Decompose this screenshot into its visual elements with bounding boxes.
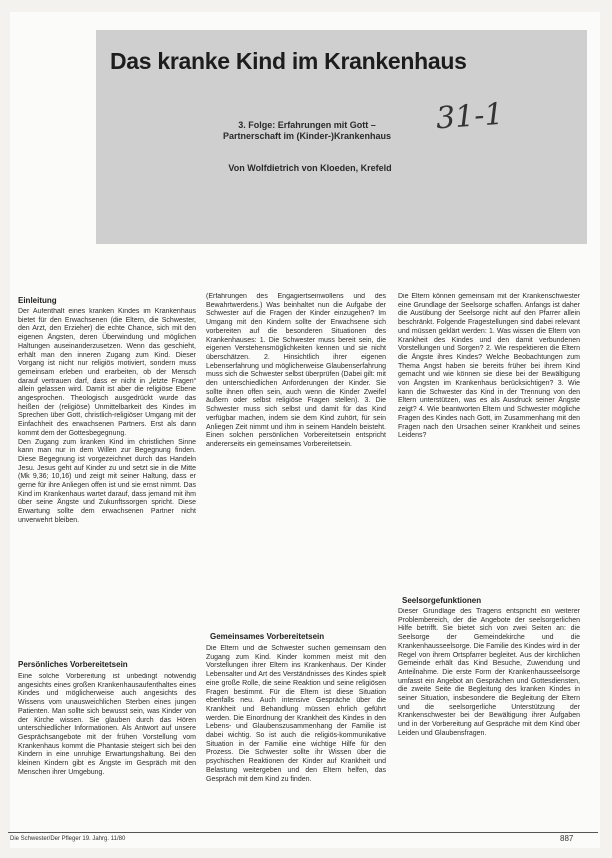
- column-2-top-text: [206, 293, 386, 598]
- paragraph: Eine solche Vorbereitung ist unbedingt notwendig angesichts eines großen Krankenhausaufenthaltes eines Kindes und möglicherweise auch angesichts des Wissens vom unausweichlichen Sterben eines jungen Patienten. Man sollte sich bewusst sein, was Kinder von der Kirche wissen. Sie glauben durch das Hören unterschiedlicher Informationen. Als Antwort auf unsere Gesprächsangebote mit der frühen Vorstellung vom Krankenhaus kommt die Phantasie steigert sich bei den Kindern in eine unruhige Erwartungshaltung. Bei den kleinen Kindern gibt es Ängste im Gespräch mit den Menschen ihrer Umgebung.: [18, 673, 196, 776]
- paragraph: Den Zugang zum kranken Kind im christlichen Sinne kann man nur in dem Willen zur Begegnung finden. Diese Begegnung ist vorgezeichnet durch das Handeln Jesu. Jesus geht auf Kinder zu und setzt sie in die Mitte (Mk 9,36; 10,16) und zeigt mit seiner Haltung, dass er gerne für ihre Anliegen offen ist und sie ernst nimmt. Das Kind im Krankenhaus wartet darauf, dass jemand mit ihm über seine Ängste und Zukunftssorgen spricht. Diese Erwartung sollte dem erwachsenen Partner nicht unverwehrt bleiben.: [18, 438, 196, 524]
- column-2-bottom-text: [206, 645, 386, 835]
- section-heading-gemeinsames: Gemeinsames Vorbereitetsein: [210, 632, 325, 641]
- column-1-top-text: [18, 308, 196, 640]
- article-author: Von Wolfdietrich von Kloeden, Krefeld: [228, 163, 392, 173]
- paragraph: Die Eltern und die Schwester suchen gemeinsam den Zugang zum Kind. Kinder kommen meist mit den Vorstellungen ihrer Eltern ins Krankenhaus. Der Kinder Lebensalter und Art des Verständnisses des Kindes spielt eine große Rolle, die seine Reaktion und seine religiösen Fragen bestimmt. Für die Eltern ist diese Situation ebenfalls neu. Auch intensive Gespräche über die Krankheit und Behandlung müssen ehrlich geführt werden. Die Einordnung der Krankheit des Kindes in den Lebens- und Glaubenszusammenhang der Familie ist dabei wichtig. So ist auch die religiös-kommunikative Situation in der Familie eine wichtige Hilfe für den Prozess. Die Schwester sollte ihr Wissen über die psychischen Reaktionen der Kinder auf Krankheit und Belastung weitergeben und den Eltern helfen, das Gespräch mit dem Kind zu finden.: [206, 645, 386, 783]
- column-1-bottom-text: [18, 673, 196, 831]
- footer-rule: [8, 832, 598, 833]
- article-title: Das kranke Kind im Krankenhaus: [110, 48, 467, 74]
- section-heading-einleitung: Einleitung: [18, 296, 57, 305]
- paragraph: (Erfahrungen des Engagiertseinwollens und des Bewahrtwerdens.) Was beinhaltet nun die Aufgabe der Schwester auf die Fragen der Kinder einzugehen? Im Umgang mit den Kindern sollte der Erwachsene sich vorbereiten auf die besonderen Situationen des Krankenhauses: 1. Die Schwester muss bereit sein, die eigenen Verstehensmöglichkeiten kennen und sie nicht überschätzen. 2. Hinsichtlich ihrer eigenen Lebenserfahrung und möglicherweise Glaubenserfahrung muss sich die Schwester selbst überprüfen (Dabei gilt: mit den unterschiedlichen Anforderungen der Kinder. Sie sollte ihnen offen sein, auch wenn die Kinder Zweifel äußern oder selbst religiöse Fragen stellen). 3. Die Schwester muss sich selbst und damit für das Kind verfügbar machen, indem sie dem Kind zuhört, für sein Anliegen Zeit nimmt und ihm in seinem Handeln beisteht. Einen solchen persönlichen Vorbereitetsein entspricht andererseits ein gemeinsames Vorbereitetsein.: [206, 293, 386, 448]
- column-3-top-text: [398, 293, 580, 569]
- column-3-bottom-text: [398, 608, 580, 833]
- paragraph: Der Aufenthalt eines kranken Kindes im Krankenhaus bietet für den Erwachsenen (die Eltern, die Schwester, den Arzt, den Erzieher) die echte Chance, sich mit den eigenen Ängsten, deren Überwindung und möglichen Haltungen auseinanderzusetzen. Wenn das geschieht, erhält man den inneren Zugang zum Kind. Dieser Vorgang ist nicht nur religiös motiviert, sondern muss gemeinsam erleben und erarbeiten, ob der Mensch darauf vertrauen darf, dass er nicht in „letzte Fragen“ allein gelassen wird. Damit ist aber die religiöse Ebene angesprochen. Theologisch ausgedrückt wurde das heißen der (religiöse) Unmittelbarkeit des Kindes im Sprechen über Gott, christlich-religiöser Umgang mit der Einfachheit des erwachsenen Partners. Erst als dann kommt dem der Gottesbegegnung.: [18, 308, 196, 437]
- page-number: 887: [560, 834, 574, 843]
- paragraph: Dieser Grundlage des Tragens entspricht ein weiterer Problembereich, der die Angebote der seelsorgerlichen Hilfe betrifft. Sie bietet sich von zwei Seiten an: die Seelsorge der Gemeindekirche und die Krankenhausseelsorge. Die Familie des Kindes wird in der Regel von ihrem Ortspfarrer begleitet. Aus der kirchlichen Gemeinde erhält das Kind Besuche, Zuwendung und Anteilnahme. Die erste Form der Krankenhausseelsorge umfasst ein Angebot an Gesprächen und Gottesdiensten, die zweite Seite die Begleitung des kranken Kindes in seiner Situation, insbesondere die Begleitung der Eltern und die seelsorgerliche Unterstützung der Krankenschwester bei der Bewältigung ihrer Aufgaben und in der Vorbereitung auf Gespräche mit dem Kind über Leiden und Glaubensfragen.: [398, 608, 580, 737]
- paragraph: Die Eltern können gemeinsam mit der Krankenschwester eine Grundlage der Seelsorge schaffen. Anfangs ist daher die Ausübung der Seelsorge nicht auf den Pfarrer allein beschränkt. Folgende Fragestellungen sind dabei relevant und müssen geklärt werden: 1. Was wissen die Eltern von Krankheit des Kindes und den damit verbundenen Vorstellungen und Sorgen? 2. Wie respektieren die Eltern die Ängste ihres Kindes? Welche Beobachtungen zum Thema Angst haben sie bereits früher bei ihrem Kind gemacht und wie können sie diese bei der Bewältigung von Ängsten im Krankenhaus berücksichtigen? 3. Wie kann die Schwester das Kind in der Trennung von den Eltern unterstützen, was es als Ausdruck seiner Ängste zeigt? 4. Wie beantworten Eltern und Schwester mögliche Fragen des Kindes nach Gott, im Zusammenhang mit den Fragen nach den Ursachen seiner Krankheit und seines Leidens?: [398, 293, 580, 440]
- handwritten-note: 31-1: [434, 96, 505, 137]
- article-subtitle: 3. Folge: Erfahrungen mit Gott – Partnerschaft im (Kinder-)Krankenhaus: [222, 120, 392, 141]
- section-heading-vorbereitetsein: Persönliches Vorbereitetsein: [18, 660, 128, 669]
- section-heading-seelsorge: Seelsorgefunktionen: [402, 596, 482, 605]
- footer-source: Die Schwester/Der Pfleger 19. Jahrg. 11/80: [10, 836, 126, 842]
